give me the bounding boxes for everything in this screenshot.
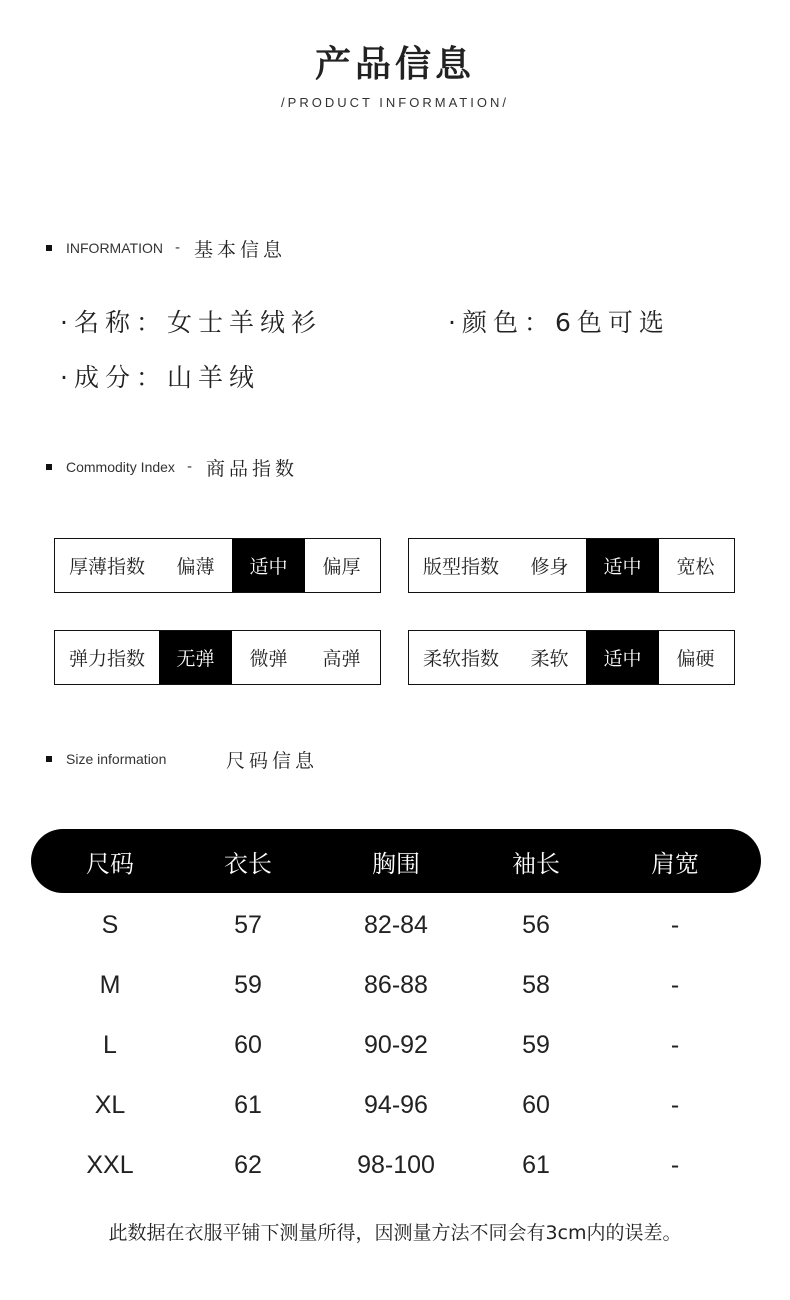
table-row xyxy=(0,971,790,1011)
cell-shoulder: - xyxy=(670,971,680,999)
section-header-size xyxy=(46,747,318,771)
cell-sleeve: 58 xyxy=(522,971,550,999)
bullet-square-icon xyxy=(46,245,52,251)
index-softness xyxy=(408,630,735,685)
index-elasticity xyxy=(54,630,381,685)
table-row xyxy=(0,1091,790,1131)
cell-length: 62 xyxy=(234,1151,262,1179)
section-cn-label: 尺码信息 xyxy=(226,749,319,772)
measurement-note: 此数据在衣服平铺下测量所得，因测量方法不同会有3cm内的误差。 xyxy=(108,1222,682,1244)
cell-chest: 94-96 xyxy=(364,1091,428,1119)
cell-shoulder: - xyxy=(670,1031,680,1059)
header-size: 尺码 xyxy=(86,849,134,878)
index-fit xyxy=(408,538,735,593)
index-option: 偏薄 xyxy=(176,556,215,578)
section-header-basic xyxy=(46,236,286,260)
index-option: 修身 xyxy=(530,556,569,578)
table-row xyxy=(0,1151,790,1191)
page-title: 产品信息 xyxy=(314,44,475,85)
index-option-selected: 无弹 xyxy=(159,631,232,684)
section-cn-label: 基本信息 xyxy=(194,238,287,261)
section-header-commodity xyxy=(46,455,298,479)
cell-shoulder: - xyxy=(670,911,680,939)
cell-sleeve: 59 xyxy=(522,1031,550,1059)
section-en-label: Size information xyxy=(66,751,167,767)
index-label: 版型指数 xyxy=(422,556,499,578)
cell-chest: 98-100 xyxy=(357,1151,435,1179)
bullet-square-icon xyxy=(46,756,52,762)
table-row xyxy=(0,911,790,951)
index-option-selected: 适中 xyxy=(232,539,305,592)
header-chest: 胸围 xyxy=(372,849,420,878)
cell-sleeve: 60 xyxy=(522,1091,550,1119)
cell-length: 59 xyxy=(234,971,262,999)
size-table-header xyxy=(31,829,761,893)
index-option-selected: 适中 xyxy=(586,539,659,592)
index-option-selected: 适中 xyxy=(586,631,659,684)
section-dash: - xyxy=(186,459,192,475)
cell-chest: 86-88 xyxy=(364,971,428,999)
cell-sleeve: 56 xyxy=(522,911,550,939)
cell-size: L xyxy=(103,1031,117,1059)
cell-sleeve: 61 xyxy=(522,1151,550,1179)
cell-size: M xyxy=(99,971,121,999)
section-en-label: INFORMATION xyxy=(66,240,163,256)
index-label: 柔软指数 xyxy=(422,648,499,670)
index-label: 弹力指数 xyxy=(68,648,145,670)
cell-length: 57 xyxy=(234,911,262,939)
cell-length: 61 xyxy=(234,1091,262,1119)
info-name: ·名称：女士羊绒衫 xyxy=(60,308,322,337)
cell-length: 60 xyxy=(234,1031,262,1059)
section-dash: - xyxy=(174,240,181,256)
index-thickness xyxy=(54,538,381,593)
section-en-label: Commodity Index xyxy=(66,459,175,475)
cell-size: XL xyxy=(94,1091,126,1119)
cell-size: S xyxy=(101,911,119,939)
index-option: 偏厚 xyxy=(322,556,361,578)
table-row xyxy=(0,1031,790,1071)
cell-chest: 82-84 xyxy=(364,911,428,939)
cell-size: XXL xyxy=(86,1151,134,1179)
index-option: 宽松 xyxy=(676,556,715,578)
index-option: 柔软 xyxy=(530,648,569,670)
info-material: ·成分：山羊绒 xyxy=(60,363,260,392)
cell-shoulder: - xyxy=(670,1151,680,1179)
index-option: 高弹 xyxy=(322,648,361,670)
index-label: 厚薄指数 xyxy=(68,556,145,578)
index-option: 偏硬 xyxy=(676,648,715,670)
cell-shoulder: - xyxy=(670,1091,680,1119)
page-subtitle: /PRODUCT INFORMATION/ xyxy=(281,95,509,110)
header-sleeve: 袖长 xyxy=(512,849,560,878)
header-shoulder: 肩宽 xyxy=(651,849,699,878)
cell-chest: 90-92 xyxy=(364,1031,428,1059)
info-color: ·颜色：6色可选 xyxy=(448,308,670,337)
bullet-square-icon xyxy=(46,464,52,470)
index-option: 微弹 xyxy=(249,648,288,670)
header-length: 衣长 xyxy=(224,849,272,878)
section-cn-label: 商品指数 xyxy=(206,457,299,480)
